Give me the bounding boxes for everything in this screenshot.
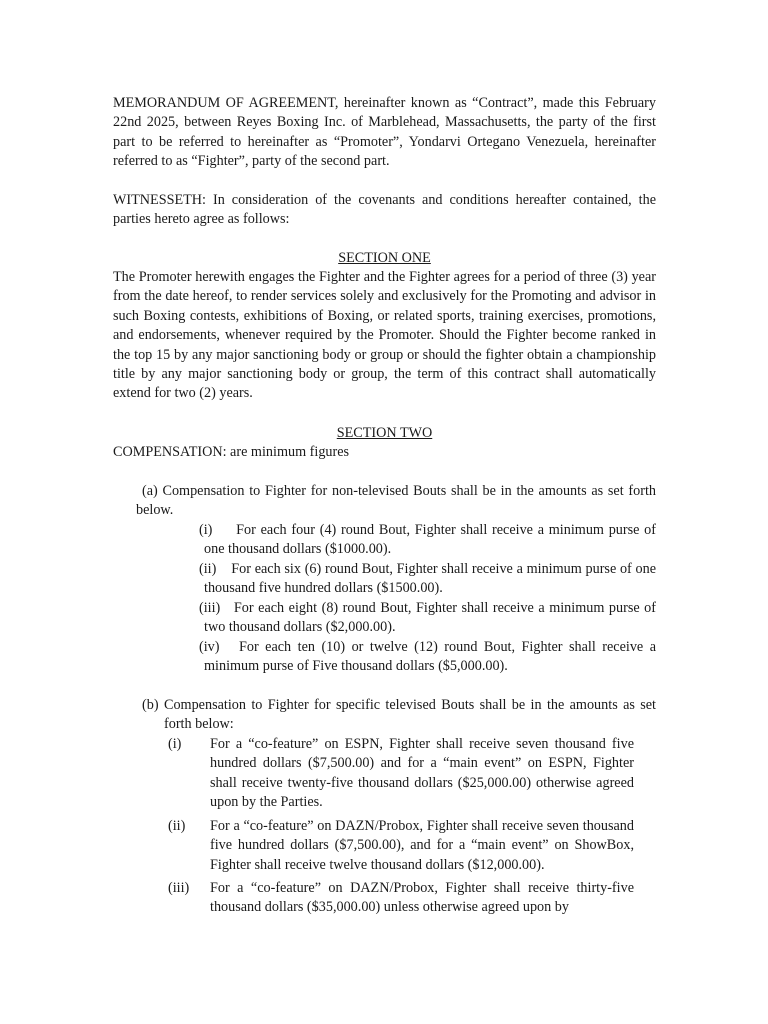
- clause-a-item-number: (i): [199, 522, 213, 538]
- clause-b-intro-text: Compensation to Fighter for specific televised Bouts shall be in the amounts as set forth below:: [164, 697, 656, 733]
- clause-b-item: [168, 879, 634, 918]
- clause-a-item: [199, 638, 656, 677]
- clause-a-item-number: (iii): [199, 600, 221, 616]
- clause-a-item: [199, 521, 656, 560]
- section-two-heading: SECTION TWO: [336, 425, 433, 441]
- clause-a-item: [199, 560, 656, 599]
- clause-a-item-text: [199, 521, 656, 560]
- clause-a-item-body: For each six (6) round Bout, Fighter shall receive a minimum purse of one thousand five hundred dollars ($1500.00).: [204, 561, 656, 597]
- clause-b-intro: [142, 696, 656, 735]
- clause-a-item-text: [199, 560, 656, 599]
- clause-a-item-body: For each eight (8) round Bout, Fighter shall receive a minimum purse of two thousand dollars ($2,000.00).: [204, 600, 656, 636]
- section-one-body: The Promoter herewith engages the Fighter and the Fighter agrees for a period of three (3) year from the date hereof, to render services solely and exclusively for the Promoting and advisor in such Boxing contests, exhibitions of Boxing, or related sports, training exercises, promotions, and endorsements, whenever required by the Promoter. Should the Fighter become ranked in the top 15 by any major sanctioning body or group or should the fighter obtain a championship title by any major sanctioning body or group, the term of this contract shall automatically extend for two (2) years.: [113, 269, 656, 402]
- witnesseth-paragraph: WITNESSETH: In consideration of the covenants and conditions hereafter contained, the parties hereto agree as follows:: [113, 192, 656, 228]
- clause-b-item-text: For a “co-feature” on ESPN, Fighter shall receive seven thousand five hundred dollars ($7,500.00) and for a “main event” on ESPN, Fighter shall receive twenty-five thousand dollars ($25,000.00) otherwise agreed upon by the Parties.: [210, 736, 634, 811]
- clause-b-item: [168, 817, 634, 875]
- clause-a-item: [199, 599, 656, 638]
- clause-a-item-number: (ii): [199, 561, 217, 577]
- preamble-paragraph: MEMORANDUM OF AGREEMENT, hereinafter known as “Contract”, made this February 22nd 2025, between Reyes Boxing Inc. of Marblehead, Massachusetts, the party of the first part to be referred to hereinafter as “Promoter”, Yondarvi Ortegano Venezuela, hereinafter referred to as “Fighter”, party of the second part.: [113, 95, 656, 170]
- clause-a-item-body: For each ten (10) or twelve (12) round Bout, Fighter shall receive a minimum purse of Five thousand dollars ($5,000.00).: [204, 639, 657, 675]
- clause-b-label: (b): [142, 697, 159, 713]
- clause-b-item-number: (iii): [168, 880, 190, 896]
- clause-a-item-text: [199, 599, 656, 638]
- clause-b-item-text: For a “co-feature” on DAZN/Probox, Fighter shall receive seven thousand five hundred dollars ($7,500.00), and for a “main event” on ShowBox, Fighter shall receive twelve thousand dollars ($12,000.00).: [210, 818, 634, 873]
- clause-b-item-number: (ii): [168, 818, 186, 834]
- clause-b-item: [168, 735, 634, 813]
- compensation-label: COMPENSATION: are minimum figures: [113, 444, 350, 460]
- clause-a-intro: (a) Compensation to Fighter for non-televised Bouts shall be in the amounts as set forth below.: [136, 483, 656, 519]
- clause-a-item-number: (iv): [199, 639, 220, 655]
- clause-a-item-body: For each four (4) round Bout, Fighter shall receive a minimum purse of one thousand dollars ($1000.00).: [204, 522, 656, 558]
- section-one-heading: SECTION ONE: [338, 250, 431, 266]
- clause-a-item-text: [199, 638, 656, 677]
- clause-b-item-text: For a “co-feature” on DAZN/Probox, Fighter shall receive thirty-five thousand dollars ($35,000.00) unless otherwise agreed upon by: [210, 880, 634, 916]
- clause-b-item-number: (i): [168, 736, 182, 752]
